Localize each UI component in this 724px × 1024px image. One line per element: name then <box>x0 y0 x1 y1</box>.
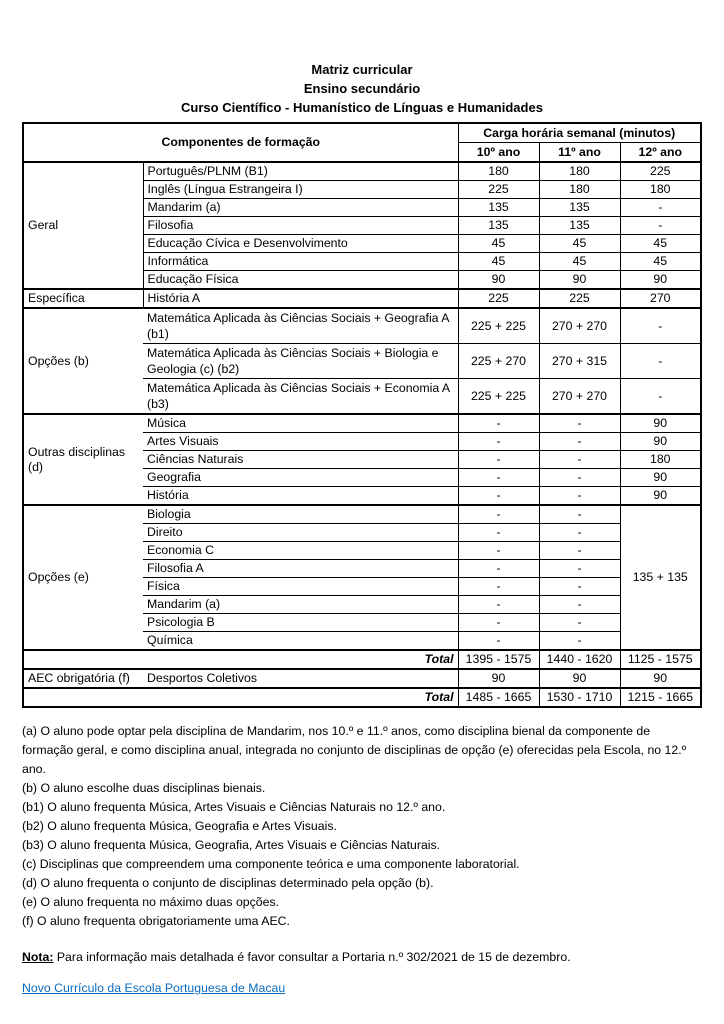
nota-text: Para informação mais detalhada é favor consultar a Portaria n.º 302/2021 de 15 de dezembro. <box>53 950 571 964</box>
value-cell: 180 <box>539 162 620 181</box>
value-cell: - <box>620 308 701 344</box>
total-value: 1530 - 1710 <box>539 688 620 707</box>
value-cell: 270 <box>620 289 701 308</box>
value-cell: 270 + 315 <box>539 344 620 379</box>
discipline-name: Biologia <box>143 505 458 524</box>
discipline-name: Matemática Aplicada às Ciências Sociais + Geografia A (b1) <box>143 308 458 344</box>
value-cell: - <box>539 414 620 433</box>
table-row <box>23 289 701 308</box>
value-cell: 135 <box>539 217 620 235</box>
discipline-name: Matemática Aplicada às Ciências Sociais + Economia A (b3) <box>143 379 458 415</box>
group-opcoes-b: Opções (b) <box>23 308 143 414</box>
value-cell: 180 <box>458 162 539 181</box>
footnote-b1: (b1) O aluno frequenta Música, Artes Visuais e Ciências Naturais no 12.º ano. <box>22 800 446 814</box>
value-cell: - <box>539 614 620 632</box>
header-year-11: 11º ano <box>539 143 620 163</box>
value-cell: - <box>539 505 620 524</box>
value-cell: 90 <box>620 487 701 506</box>
discipline-name: Música <box>143 414 458 433</box>
value-cell: 45 <box>539 235 620 253</box>
value-cell: 90 <box>620 414 701 433</box>
value-cell: 225 + 225 <box>458 379 539 415</box>
value-cell: - <box>458 451 539 469</box>
curriculum-table <box>22 122 702 708</box>
value-cell: - <box>539 451 620 469</box>
value-cell: - <box>620 217 701 235</box>
discipline-name: Artes Visuais <box>143 433 458 451</box>
value-cell: - <box>539 542 620 560</box>
footnote-b2: (b2) O aluno frequenta Música, Geografia e Artes Visuais. <box>22 819 337 833</box>
footnote-b3: (b3) O aluno frequenta Música, Geografia, Artes Visuais e Ciências Naturais. <box>22 838 441 852</box>
value-cell: - <box>620 199 701 217</box>
total-row <box>23 688 701 707</box>
value-cell: - <box>539 433 620 451</box>
discipline-name: Mandarim (a) <box>143 199 458 217</box>
discipline-name: História A <box>143 289 458 308</box>
total-label: Total <box>23 688 458 707</box>
header-carga: Carga horária semanal (minutos) <box>458 123 701 143</box>
value-cell: - <box>620 344 701 379</box>
total-value: 1125 - 1575 <box>620 650 701 669</box>
value-cell: 45 <box>458 253 539 271</box>
value-cell: 270 + 270 <box>539 379 620 415</box>
discipline-name: Matemática Aplicada às Ciências Sociais + Biologia e Geologia (c) (b2) <box>143 344 458 379</box>
value-cell: - <box>458 487 539 506</box>
discipline-name: Inglês (Língua Estrangeira I) <box>143 181 458 199</box>
header-components: Componentes de formação <box>23 123 458 162</box>
value-cell: 225 <box>539 289 620 308</box>
value-cell: - <box>539 524 620 542</box>
footnotes <box>22 722 702 931</box>
merged-value-cell: 135 + 135 <box>620 505 701 650</box>
table-row <box>23 505 701 524</box>
value-cell: - <box>458 578 539 596</box>
table-row <box>23 414 701 433</box>
discipline-name: Psicologia B <box>143 614 458 632</box>
value-cell: 90 <box>539 271 620 290</box>
value-cell: 135 <box>458 199 539 217</box>
value-cell: 135 <box>458 217 539 235</box>
value-cell: - <box>539 578 620 596</box>
value-cell: 225 <box>458 289 539 308</box>
document-titles <box>22 60 702 117</box>
value-cell: 45 <box>458 235 539 253</box>
curriculo-link[interactable]: Novo Currículo da Escola Portuguesa de Macau <box>22 981 286 996</box>
link-line <box>22 979 702 998</box>
footnote-a: (a) O aluno pode optar pela disciplina de Mandarim, nos 10.º e 11.º anos, como disciplina bienal da componente de formação geral, e como disciplina anual, integrada no conjunto de disciplinas de opção (e) oferecidas pela Escola, no 12.º ano. <box>22 724 687 776</box>
header-row-1 <box>23 123 701 143</box>
value-cell: - <box>458 560 539 578</box>
title-matriz: Matriz curricular <box>311 62 413 77</box>
value-cell: - <box>458 433 539 451</box>
value-cell: - <box>458 524 539 542</box>
discipline-name: Desportos Coletivos <box>143 669 458 688</box>
discipline-name: Economia C <box>143 542 458 560</box>
total-label: Total <box>23 650 458 669</box>
value-cell: 180 <box>539 181 620 199</box>
discipline-name: História <box>143 487 458 506</box>
footnote-d: (d) O aluno frequenta o conjunto de disciplinas determinado pela opção (b). <box>22 876 434 890</box>
value-cell: - <box>458 614 539 632</box>
value-cell: - <box>458 596 539 614</box>
value-cell: 225 + 225 <box>458 308 539 344</box>
value-cell: 180 <box>620 451 701 469</box>
value-cell: - <box>539 596 620 614</box>
value-cell: 90 <box>458 669 539 688</box>
footnote-e: (e) O aluno frequenta no máximo duas opções. <box>22 895 280 909</box>
value-cell: - <box>458 505 539 524</box>
group-aec: AEC obrigatória (f) <box>23 669 143 688</box>
discipline-name: Informática <box>143 253 458 271</box>
value-cell: - <box>458 414 539 433</box>
discipline-name: Química <box>143 632 458 651</box>
header-year-12: 12º ano <box>620 143 701 163</box>
discipline-name: Educação Cívica e Desenvolvimento <box>143 235 458 253</box>
discipline-name: Português/PLNM (B1) <box>143 162 458 181</box>
discipline-name: Filosofia <box>143 217 458 235</box>
value-cell: 225 + 270 <box>458 344 539 379</box>
discipline-name: Mandarim (a) <box>143 596 458 614</box>
value-cell: 135 <box>539 199 620 217</box>
table-row <box>23 162 701 181</box>
value-cell: 90 <box>458 271 539 290</box>
footnote-c: (c) Disciplinas que compreendem uma componente teórica e uma componente laboratorial. <box>22 857 520 871</box>
value-cell: - <box>458 469 539 487</box>
discipline-name: Física <box>143 578 458 596</box>
title-curso: Curso Científico - Humanístico de Línguas e Humanidades <box>181 100 543 115</box>
discipline-name: Educação Física <box>143 271 458 290</box>
value-cell: 90 <box>620 433 701 451</box>
nota-line <box>22 948 702 967</box>
table-row <box>23 669 701 688</box>
value-cell: 180 <box>620 181 701 199</box>
value-cell: - <box>458 542 539 560</box>
nota-label: Nota: <box>22 950 54 964</box>
value-cell: 90 <box>620 669 701 688</box>
group-especifica: Específica <box>23 289 143 308</box>
value-cell: 45 <box>620 253 701 271</box>
total-value: 1395 - 1575 <box>458 650 539 669</box>
value-cell: 225 <box>620 162 701 181</box>
discipline-name: Ciências Naturais <box>143 451 458 469</box>
value-cell: 45 <box>539 253 620 271</box>
group-opcoes-e: Opções (e) <box>23 505 143 650</box>
value-cell: - <box>539 560 620 578</box>
value-cell: 270 + 270 <box>539 308 620 344</box>
value-cell: 225 <box>458 181 539 199</box>
title-ensino: Ensino secundário <box>303 81 421 96</box>
footnote-b: (b) O aluno escolhe duas disciplinas bienais. <box>22 781 266 795</box>
value-cell: 90 <box>620 469 701 487</box>
group-geral: Geral <box>23 162 143 289</box>
value-cell: - <box>539 487 620 506</box>
footnote-f: (f) O aluno frequenta obrigatoriamente uma AEC. <box>22 914 290 928</box>
discipline-name: Filosofia A <box>143 560 458 578</box>
value-cell: - <box>539 469 620 487</box>
total-value: 1440 - 1620 <box>539 650 620 669</box>
value-cell: 90 <box>620 271 701 290</box>
value-cell: - <box>539 632 620 651</box>
total-value: 1485 - 1665 <box>458 688 539 707</box>
table-row <box>23 308 701 344</box>
value-cell: 45 <box>620 235 701 253</box>
value-cell: 90 <box>539 669 620 688</box>
discipline-name: Direito <box>143 524 458 542</box>
discipline-name: Geografia <box>143 469 458 487</box>
value-cell: - <box>620 379 701 415</box>
total-value: 1215 - 1665 <box>620 688 701 707</box>
total-row <box>23 650 701 669</box>
group-outras: Outras disciplinas (d) <box>23 414 143 505</box>
value-cell: - <box>458 632 539 651</box>
header-year-10: 10º ano <box>458 143 539 163</box>
